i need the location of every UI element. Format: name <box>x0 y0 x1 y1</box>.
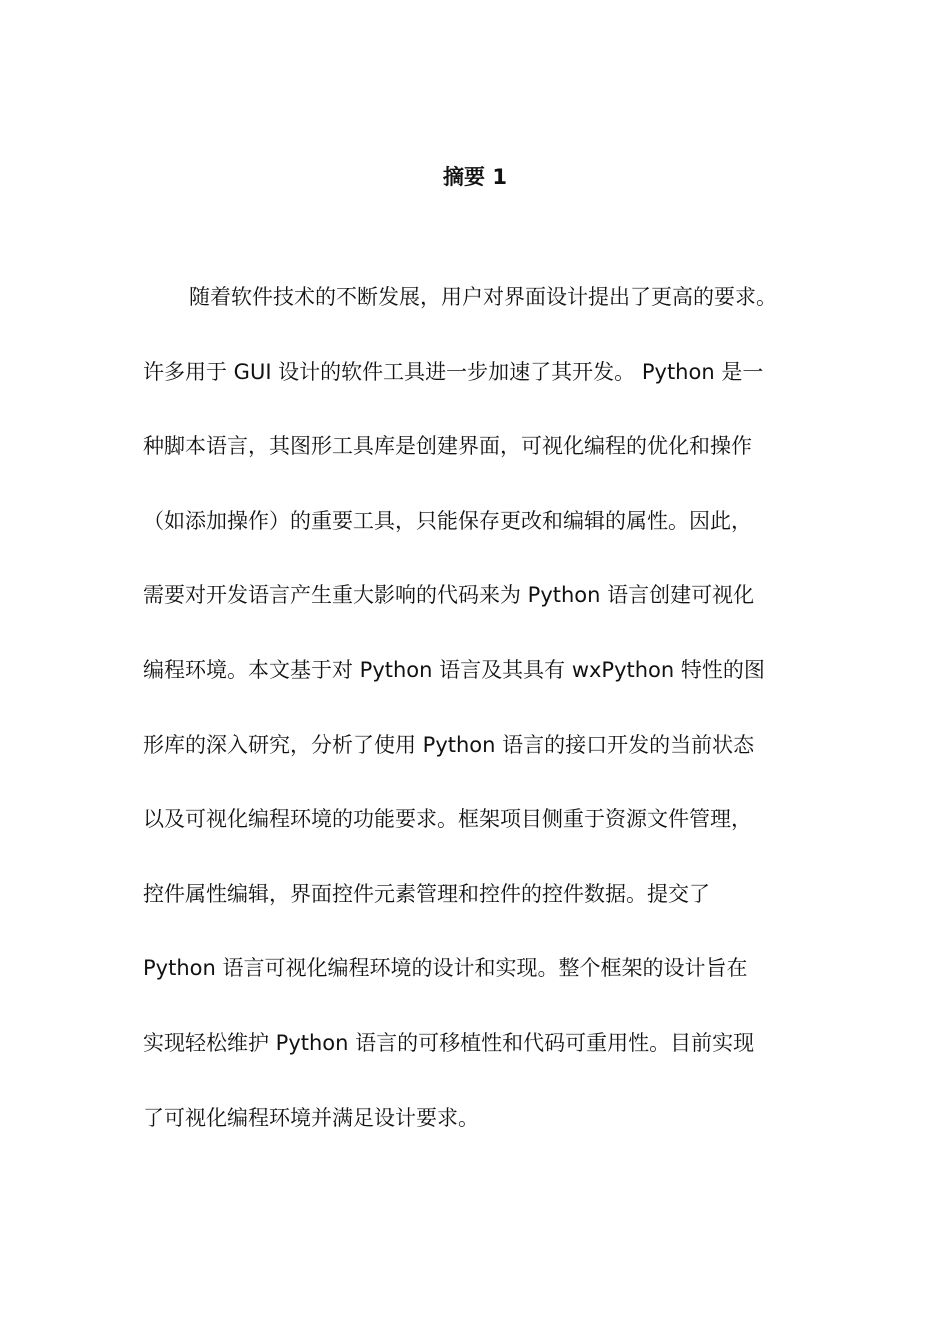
abstract-line-12: 了可视化编程环境并满足设计要求。 <box>143 1105 479 1130</box>
abstract-title: 摘要 1 <box>443 165 507 189</box>
abstract-line-11: 实现轻松维护 Python 语言的可移植性和代码可重用性。目前实现 <box>143 1030 755 1055</box>
abstract-line-6: 编程环境。本文基于对 Python 语言及其具有 wxPython 特性的图 <box>143 657 765 682</box>
abstract-line-7: 形库的深入研究，分析了使用 Python 语言的接口开发的当前状态 <box>143 732 755 757</box>
abstract-line-5: 需要对开发语言产生重大影响的代码来为 Python 语言创建可视化 <box>143 583 755 608</box>
abstract-line-9: 控件属性编辑，界面控件元素管理和控件的控件数据。提交了 <box>143 881 710 906</box>
abstract-line-8: 以及可视化编程环境的功能要求。框架项目侧重于资源文件管理， <box>143 807 752 832</box>
abstract-line-3: 种脚本语言，其图形工具库是创建界面，可视化编程的优化和操作 <box>143 434 752 459</box>
abstract-line-2: 许多用于 GUI 设计的软件工具进一步加速了其开发。 Python 是一 <box>143 359 764 384</box>
abstract-line-10: Python 语言可视化编程环境的设计和实现。整个框架的设计旨在 <box>143 956 748 981</box>
abstract-body <box>143 277 813 1172</box>
abstract-line-4: （如添加操作）的重要工具，只能保存更改和编辑的属性。因此， <box>143 508 752 533</box>
abstract-line-1: 随着软件技术的不断发展，用户对界面设计提出了更高的要求。 <box>189 285 777 309</box>
